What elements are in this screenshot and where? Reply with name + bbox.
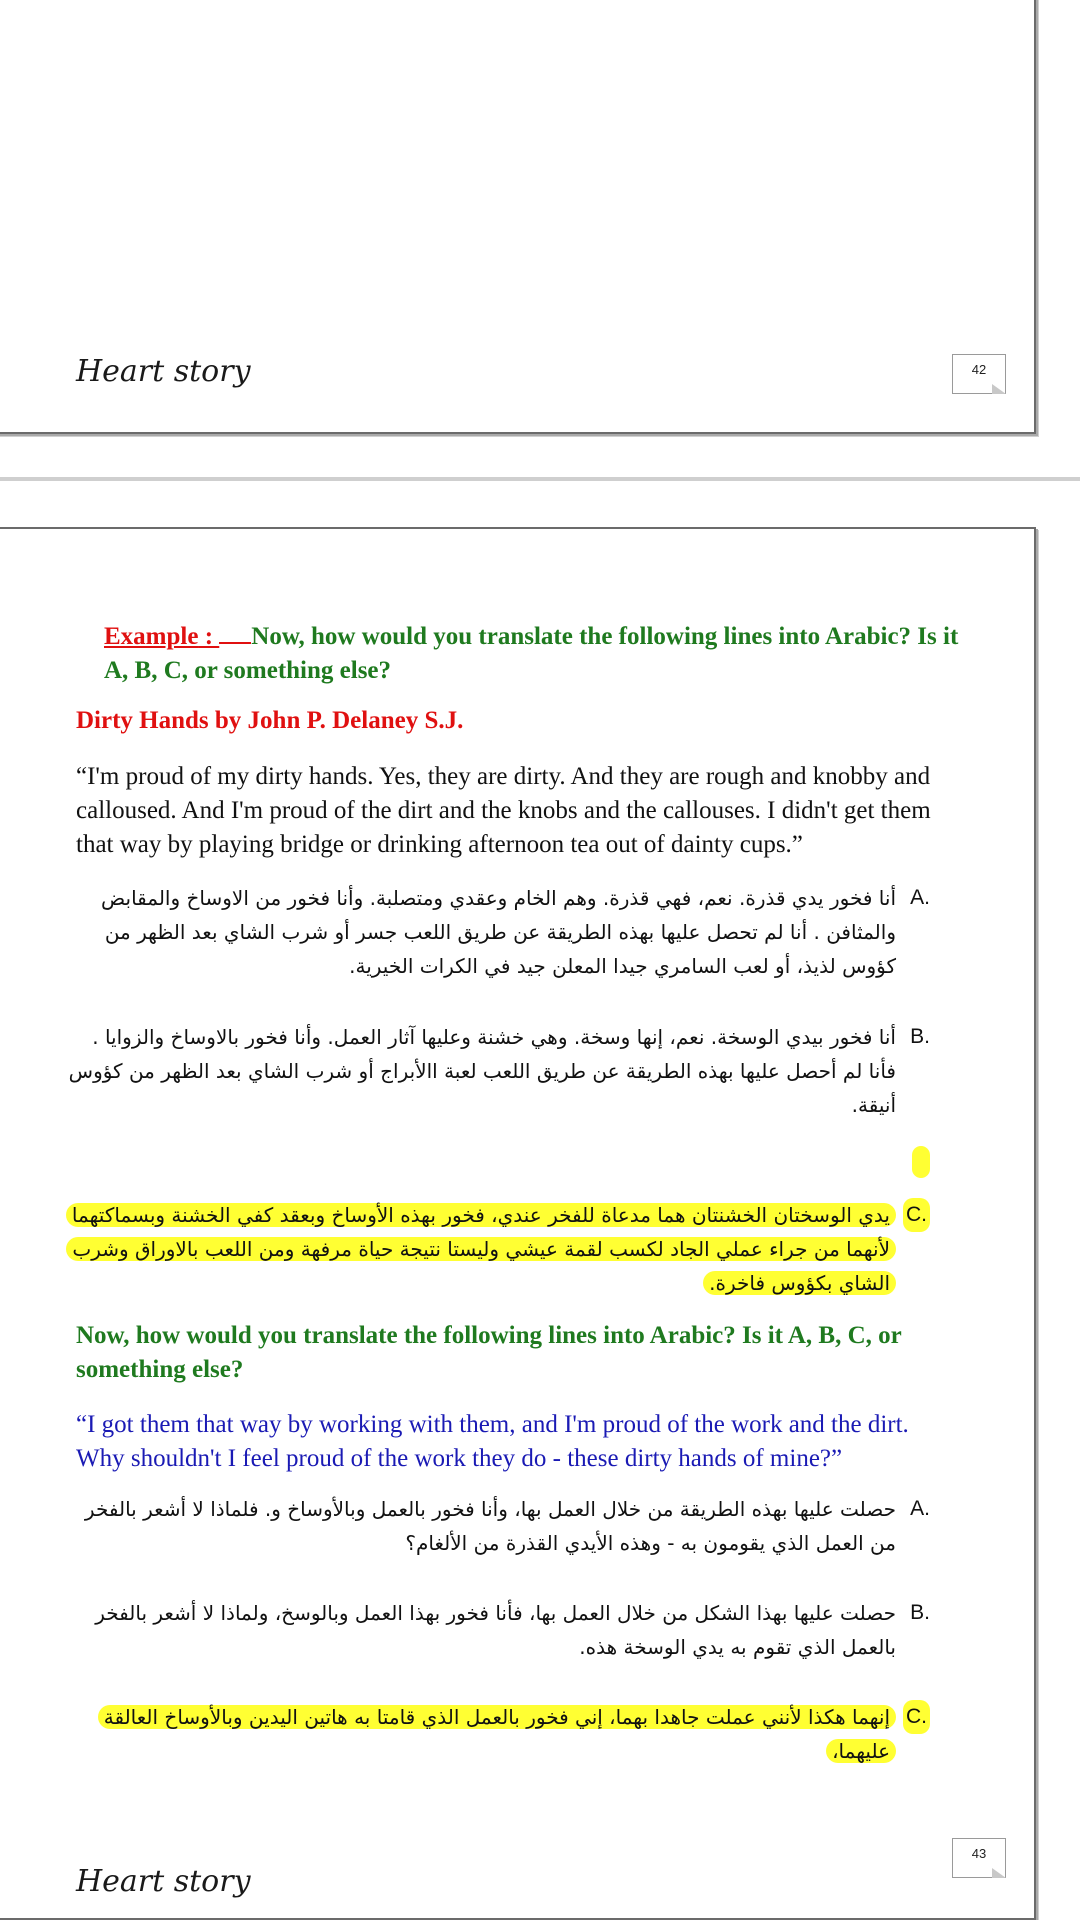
highlight-mark xyxy=(912,1146,930,1178)
page-42 xyxy=(0,0,1036,434)
english-quote-2: “I got them that way by working with them, and I'm proud of the work and the dirt. Why shouldn't I feel proud of the work they do - these dirty hands of mine?” xyxy=(76,1411,909,1472)
option-1a-text: أنا فخور يدي قذرة. نعم، فهي قذرة. وهم الخام وعقدي ومتصلبة. وأنا فخور من الاوساخ والمقابض والمثافن . أنا لم تحصل عليها بهذه الطريقة عن طريق اللعب جسر أو شرب الشاي بعد الظهر من كؤوس لذيذ، أو لعب السامري جيدا المعلن جيد في الكرات الخيرية. xyxy=(101,886,896,978)
page-number: 42 xyxy=(952,354,1006,394)
option-1c-letter: C. xyxy=(903,1198,930,1232)
page-number: 43 xyxy=(952,1838,1006,1878)
option-1b xyxy=(66,1020,930,1122)
option-2c xyxy=(66,1700,930,1768)
english-quote-1: “I'm proud of my dirty hands. Yes, they are dirty. And they are rough and knobby and calloused. And I'm proud of the dirt and the knobs and the callouses. I didn't get them that way by playing bridge or drinking afternoon tea out of dainty cups.” xyxy=(76,763,931,858)
option-2c-letter: C. xyxy=(903,1700,930,1734)
footer-title: Heart story xyxy=(76,354,251,389)
page-43 xyxy=(0,527,1036,1920)
option-1c xyxy=(66,1198,930,1300)
option-2a-text: حصلت عليها بهذه الطريقة من خلال العمل بها، وأنا فخور بالعمل وبالأوساخ و. فلماذا لا أشعر بالفخر من العمل الذي يقومون به - وهذه الأيدي القذرة من الألغام؟ xyxy=(84,1497,896,1555)
option-1b-letter: B. xyxy=(910,1025,930,1048)
option-2a xyxy=(66,1492,930,1560)
poem-title: Dirty Hands by John P. Delaney S.J. xyxy=(76,707,464,734)
option-2b-letter: B. xyxy=(910,1601,930,1624)
option-2c-text: إنهما هكذا لأنني عملت جاهدا بهما، إني فخور بالعمل الذي قامتا به هاتين اليدين وبالأوساخ العالقة عليهما، xyxy=(98,1705,896,1763)
example-colon: : xyxy=(198,623,220,650)
option-1c-text: يدي الوسختان الخشنتان هما مدعاة للفخر عندي، فخور بهذه الأوساخ وبعقد كفي الخشنة وبسماكتهما لأنهما من جراء عملي الجاد لكسب لقمة عيشي وليستا نتيجة حياة مرفهة ومن اللعب بالاوراق وشرب الشاي بكؤوس فاخرة. xyxy=(66,1203,896,1295)
example-label: Example xyxy=(104,623,199,650)
footer-title: Heart story xyxy=(76,1864,251,1899)
option-1a xyxy=(66,881,930,983)
option-1b-text: أنا فخور بيدي الوسخة. نعم، إنها وسخة. وهي خشنة وعليها آثار العمل. وأنا فخور بالاوساخ والزوايا . فأنا لم أحصل عليها بهذه الطريقة عن طريق اللعب لعبة االأبراج أو شرب الشاي بعد الظهر من كؤوس أنيقة. xyxy=(68,1025,896,1117)
question-2: Now, how would you translate the following lines into Arabic? Is it A, B, C, or something else? xyxy=(76,1322,902,1383)
option-2a-letter: A. xyxy=(910,1497,930,1520)
example-question xyxy=(104,620,964,688)
page-separator xyxy=(0,477,1080,481)
option-2b-text: حصلت عليها بهذا الشكل من خلال العمل بها، فأنا فخور بهذا العمل وبالوسخ، ولماذا لا أشعر بالفخر بالعمل الذي تقوم به يدي الوسخة هذه. xyxy=(95,1601,896,1659)
option-2b xyxy=(66,1596,930,1664)
question-1: Now, how would you translate the following lines into Arabic? Is it A, B, C, or something else? xyxy=(104,623,959,684)
option-1a-letter: A. xyxy=(910,886,930,909)
